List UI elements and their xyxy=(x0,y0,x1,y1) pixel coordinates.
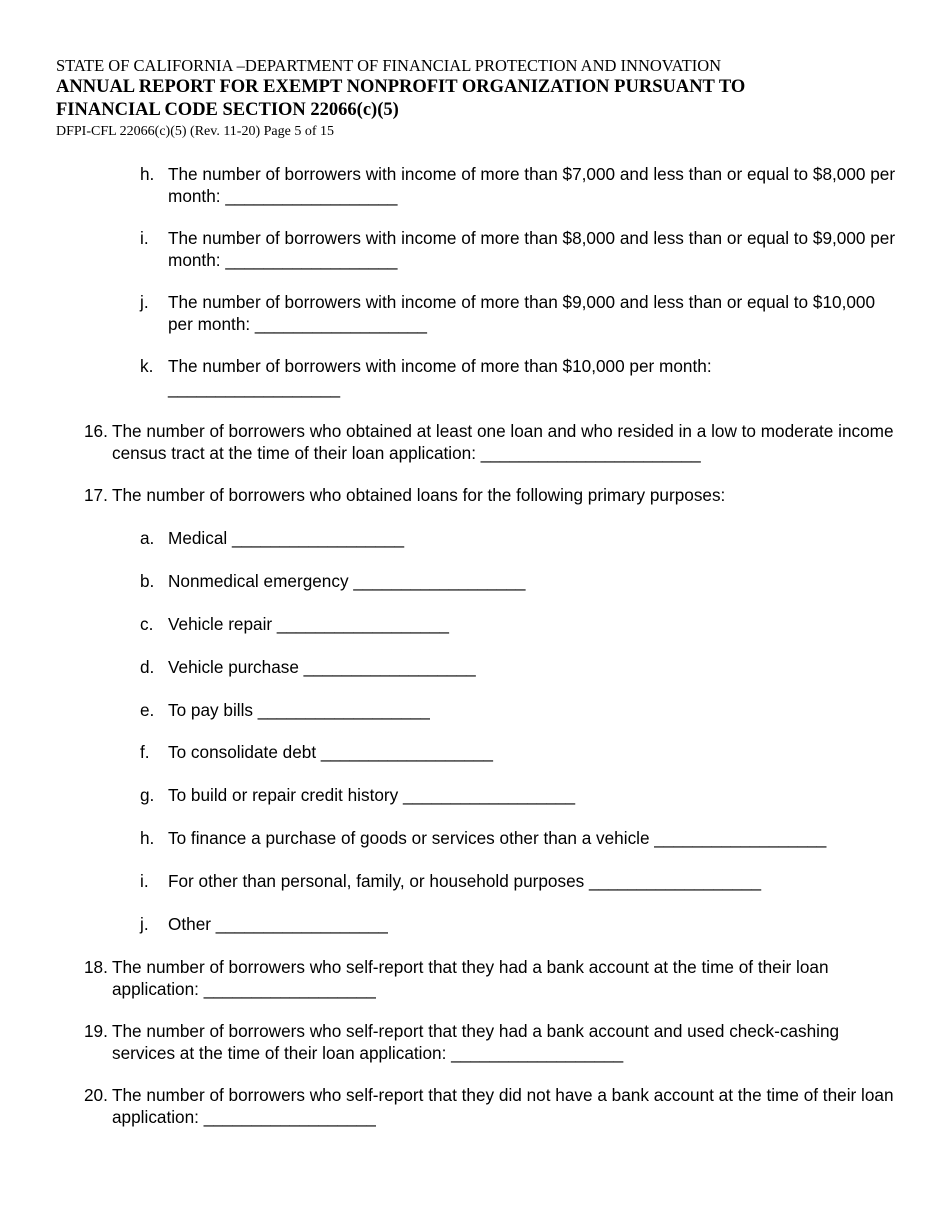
item-marker: k. xyxy=(140,356,154,376)
item-text: Vehicle repair __________________ xyxy=(168,614,449,634)
item-marker: g. xyxy=(140,785,155,805)
item-text: To build or repair credit history __________________ xyxy=(168,785,576,805)
answer-blank[interactable]: __________________ xyxy=(168,377,341,398)
q17-item-d xyxy=(140,657,900,679)
item-text: The number of borrowers with income of more than $9,000 and less than or equal to $10,000 per month: __________________ xyxy=(168,292,876,334)
q15-item-h xyxy=(140,164,900,207)
question-number: 18. xyxy=(84,957,108,977)
question-text: The number of borrowers who obtained loans for the following primary purposes: xyxy=(112,485,726,505)
q17-item-j xyxy=(140,914,900,936)
question-16 xyxy=(84,421,904,464)
item-marker: j. xyxy=(140,914,149,934)
report-title-line-1: ANNUAL REPORT FOR EXEMPT NONPROFIT ORGANIZATION PURSUANT TO xyxy=(56,77,746,97)
item-marker: h. xyxy=(140,164,155,184)
item-text: Medical __________________ xyxy=(168,528,405,548)
item-text: To pay bills __________________ xyxy=(168,700,430,720)
item-text: For other than personal, family, or household purposes __________________ xyxy=(168,871,762,891)
q17-item-a xyxy=(140,528,900,550)
item-marker: c. xyxy=(140,614,154,634)
item-marker: e. xyxy=(140,700,155,720)
question-17 xyxy=(84,485,904,507)
agency-line: STATE OF CALIFORNIA –DEPARTMENT OF FINANCIAL PROTECTION AND INNOVATION xyxy=(56,56,722,75)
question-number: 20. xyxy=(84,1085,108,1105)
item-text: The number of borrowers with income of more than $7,000 and less than or equal to $8,000 per month: __________________ xyxy=(168,164,896,206)
question-18 xyxy=(84,957,904,1000)
q17-item-g xyxy=(140,785,900,807)
question-20 xyxy=(84,1085,904,1128)
q17-item-b xyxy=(140,571,900,593)
item-marker: h. xyxy=(140,828,155,848)
item-marker: f. xyxy=(140,742,150,762)
question-number: 17. xyxy=(84,485,108,505)
q17-item-h xyxy=(140,828,900,850)
question-text: The number of borrowers who obtained at least one loan and who resided in a low to moderate income census tract at the time of their loan application: _______________________ xyxy=(112,421,894,463)
question-text: The number of borrowers who self-report that they did not have a bank account at the time of their loan application: __________________ xyxy=(112,1085,894,1127)
report-title-line-2: FINANCIAL CODE SECTION 22066(c)(5) xyxy=(56,100,399,120)
q17-item-e xyxy=(140,700,900,722)
item-marker: j. xyxy=(140,292,149,312)
form-id-page-number: DFPI-CFL 22066(c)(5) (Rev. 11-20) Page 5 of 15 xyxy=(56,124,335,139)
item-text: To finance a purchase of goods or services other than a vehicle __________________ xyxy=(168,828,827,848)
item-marker: i. xyxy=(140,871,149,891)
item-marker: i. xyxy=(140,228,149,248)
q15-item-i xyxy=(140,228,900,271)
question-19 xyxy=(84,1021,904,1064)
item-marker: a. xyxy=(140,528,155,548)
item-text: The number of borrowers with income of more than $8,000 and less than or equal to $9,000 per month: __________________ xyxy=(168,228,896,270)
item-marker: b. xyxy=(140,571,155,591)
item-text: Other __________________ xyxy=(168,914,388,934)
item-text: To consolidate debt __________________ xyxy=(168,742,493,762)
form-header xyxy=(56,56,745,141)
item-marker: d. xyxy=(140,657,155,677)
q17-item-i xyxy=(140,871,900,893)
item-text: Vehicle purchase __________________ xyxy=(168,657,476,677)
question-text: The number of borrowers who self-report that they had a bank account at the time of their loan application: __________________ xyxy=(112,957,829,999)
q17-item-c xyxy=(140,614,900,636)
q15-item-j xyxy=(140,292,900,335)
question-number: 19. xyxy=(84,1021,108,1041)
item-text: Nonmedical emergency __________________ xyxy=(168,571,526,591)
q15-item-k xyxy=(140,356,900,399)
question-number: 16. xyxy=(84,421,108,441)
item-text: The number of borrowers with income of more than $10,000 per month: xyxy=(168,356,712,376)
question-text: The number of borrowers who self-report that they had a bank account and used check-cashing services at the time of their loan application: __________________ xyxy=(112,1021,840,1063)
q17-item-f xyxy=(140,742,900,764)
